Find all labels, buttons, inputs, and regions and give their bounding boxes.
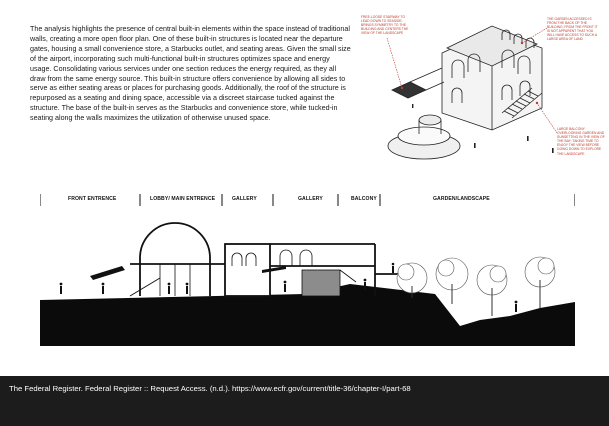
- zone-label-gallery-1: GALLERY: [232, 196, 257, 202]
- zone-label-balcony: BALCONY: [351, 196, 377, 202]
- zone-label-garden: GARDEN/LANDSCAPE: [433, 196, 490, 202]
- citation-text: The Federal Register. Federal Register :: Request Access. (n.d.). https://www.ecfr.gov/current/title-36/chapter-I/part-68: [9, 384, 411, 393]
- zone-label-front-entrance: FRONT ENTRENCE: [68, 196, 117, 202]
- analysis-paragraph: The analysis highlights the presence of central built-in elements within the space instead of traditional walls, creating a more open floor plan. One of these built-in structures is located near the departure gates, housing a small convenience store, a Starbucks outlet, and seating areas. Given the small size of the airport, incorporating such multi-functional built-in structures optimizes space and energy usage. Consolidating various services under one section reduces the energy required, as they all draw from the same energy source. This built-in structure offers convenience by allowing all sides to serve as either seating areas or places for purchasing goods. Additionally, the roof of the structure is repurposed as a seating and dining space, accessible via a discreet staircase tucked against the structure. The base of the built-in serves as the Starbucks and convenience store, while tucked-in seating along the walls maximizes the utilization of otherwise unused space.: [30, 25, 351, 123]
- building-section-drawing: [40, 186, 575, 366]
- zone-label-gallery-2: GALLERY: [298, 196, 323, 202]
- diagram-note-balcony: LARGE BALCONY OVERLOOKING GARDEN AND SUNSETTING IN THE VIEW OF THE BAY; TAKING TIME TO ENJOY THE VIEW BEFORE GOING DOWN TO EXPLORE THE LANDSCAPE: [557, 127, 605, 156]
- zone-label-lobby: LOBBY/ MAIN ENTRENCE: [150, 196, 216, 202]
- diagram-note-garden: THE GARDEN ACCESSED IS FROM THE BACK OF THE BUILDING; FROM THE FRONT IT IS NOT APPARENT THAT YOU WILL HAVE ACCESS TO SUCH A LARGE AREA OF LAND: [547, 17, 598, 42]
- diagram-note-stairway: FREE-LOOSE STAIRWAY TO LEAD DOWN TO SEASIDE; BRINGS SYMMETRY TO THE BUILDING AND CENTERS THE VIEW OF THE LANDSCAPE: [361, 15, 409, 36]
